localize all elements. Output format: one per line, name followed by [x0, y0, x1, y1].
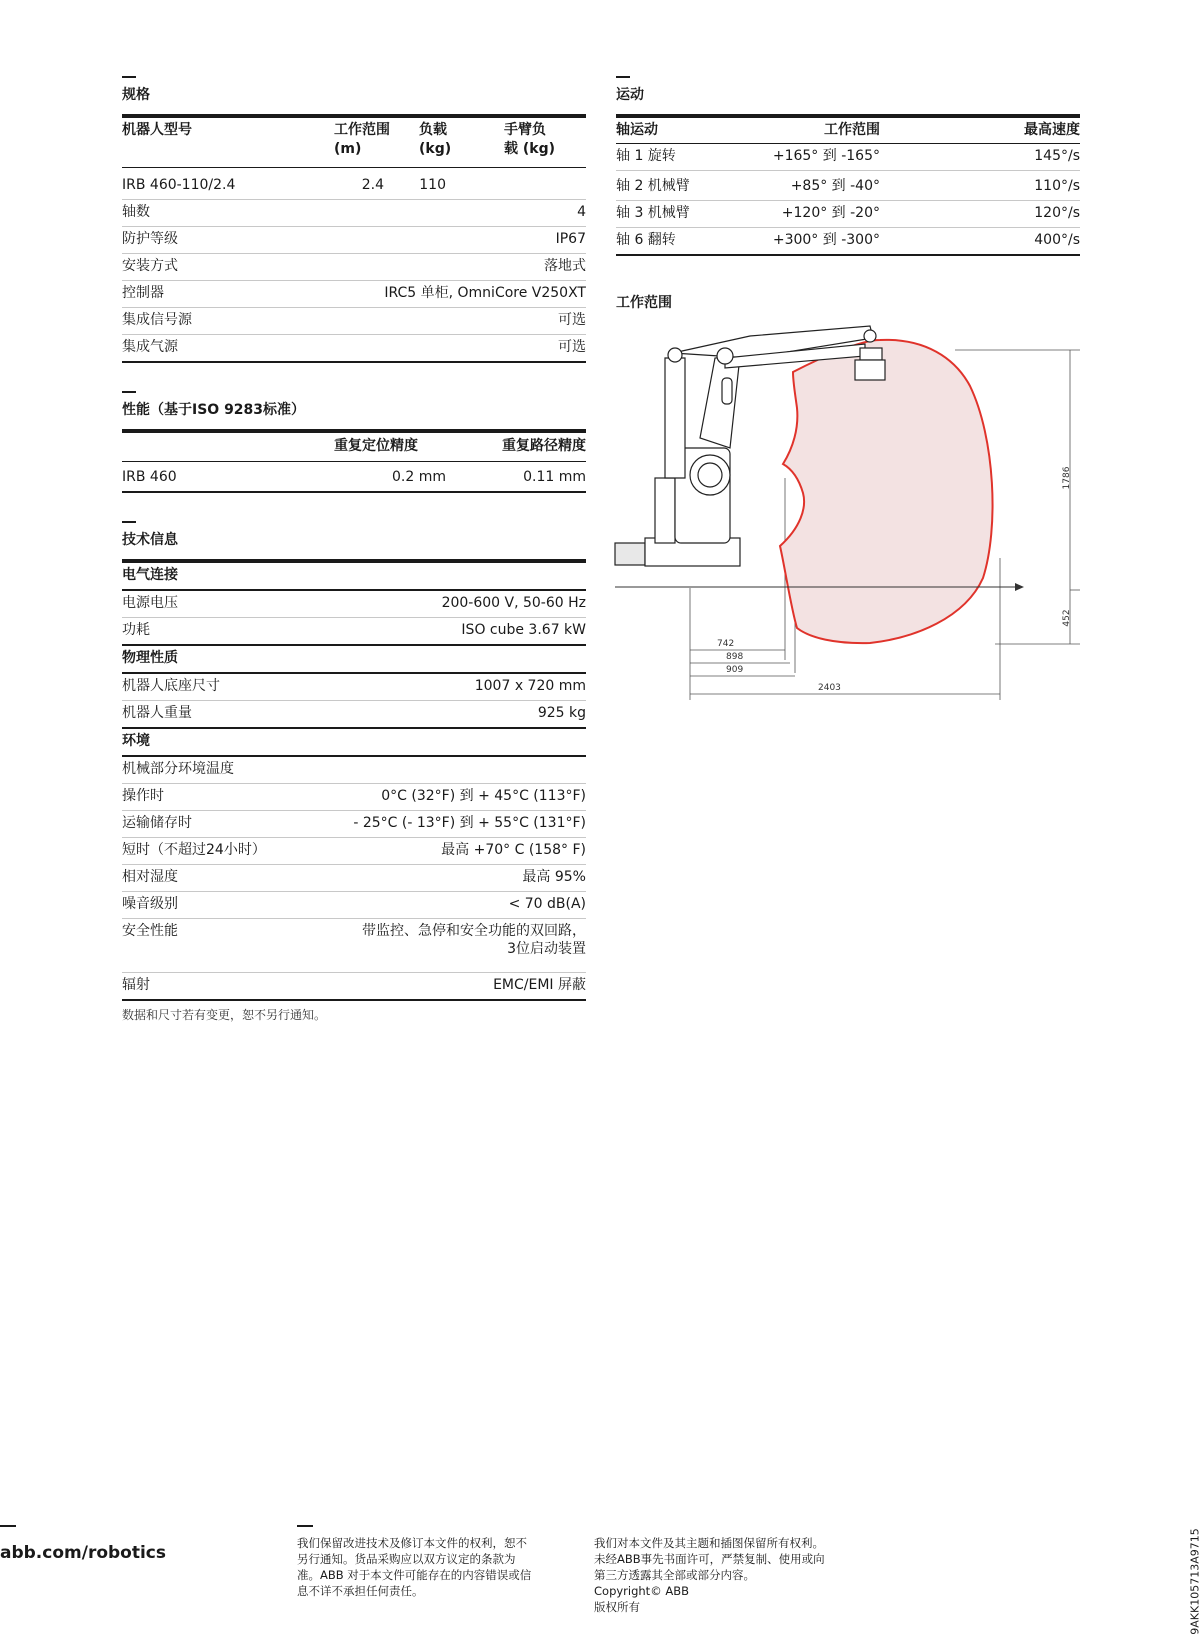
dim-452: 452 — [1062, 609, 1072, 627]
tech-value: 带监控、急停和安全功能的双回路， 3位启动装置 — [362, 923, 586, 957]
tech-value: - 25°C (- 13°F) 到 + 55°C (131°F) — [353, 815, 586, 831]
footer-line: 另行通知。货品采购应以双方议定的条款为 — [297, 1552, 516, 1566]
tech-row — [122, 865, 586, 892]
spec-value: 4 — [577, 204, 586, 220]
footer-line: 我们保留改进技术及修订本文件的权利，恕不 — [297, 1536, 527, 1550]
tech-row — [122, 811, 586, 838]
model-payload: 110 — [419, 177, 446, 193]
motion-header-range: 工作范围 — [824, 122, 880, 138]
tech-label: 操作时 — [122, 788, 164, 804]
motion-row — [616, 144, 1080, 171]
dim-1786: 1786 — [1062, 466, 1072, 490]
spec-row — [122, 227, 586, 254]
header-reach: 工作范围 (m) — [334, 122, 390, 157]
motion-axis: 轴 3 机械臂 — [616, 205, 690, 221]
spec-value: IRC5 单柜, OmniCore V250XT — [384, 285, 586, 301]
footer-text2 — [594, 1525, 825, 1615]
spec-value: 落地式 — [544, 258, 586, 274]
spec-label: 安装方式 — [122, 258, 178, 274]
tech-value: < 70 dB(A) — [508, 896, 586, 912]
motion-speed: 120°/s — [1034, 205, 1080, 221]
tech-row — [122, 784, 586, 811]
performance-header — [122, 433, 586, 462]
tech-label: 相对湿度 — [122, 869, 178, 885]
footer-text1 — [297, 1525, 531, 1599]
spec-label: 防护等级 — [122, 231, 178, 247]
performance-section — [122, 391, 586, 493]
tech-row — [122, 591, 586, 618]
tech-row — [122, 674, 586, 701]
spec-row — [122, 335, 586, 363]
specs-header — [122, 118, 586, 168]
perf-pos: 0.2 mm — [392, 469, 446, 485]
motion-axis: 轴 1 旋转 — [616, 148, 676, 164]
tech-value: ISO cube 3.67 kW — [461, 622, 586, 638]
tech-label: 噪音级别 — [122, 896, 178, 912]
dim-2403: 2403 — [818, 683, 841, 693]
footer — [0, 1525, 1202, 1635]
left-column — [122, 76, 586, 1023]
perf-model: IRB 460 — [122, 469, 177, 485]
spec-row — [122, 281, 586, 308]
tech-label: 机器人底座尺寸 — [122, 678, 220, 694]
motion-speed: 110°/s — [1034, 178, 1080, 194]
tech-label: 运输储存时 — [122, 815, 192, 831]
motion-speed: 145°/s — [1034, 148, 1080, 164]
spec-value: 可选 — [558, 339, 586, 355]
specs-title: 规格 — [122, 87, 150, 103]
dim-742: 742 — [717, 639, 735, 649]
group-electrical: 电气连接 — [122, 563, 586, 591]
work-envelope — [780, 340, 993, 643]
section-dash — [616, 76, 630, 78]
tech-section — [122, 521, 586, 1023]
footer-line: 版权所有 — [594, 1600, 640, 1614]
dim-898: 898 — [726, 652, 744, 662]
footer-line: 准。ABB 对于本文件可能存在的内容错误或信 — [297, 1568, 532, 1582]
tech-row — [122, 973, 586, 1001]
tech-label: 电源电压 — [122, 595, 178, 611]
footer-line: Copyright© ABB — [594, 1584, 689, 1598]
tech-label: 机械部分环境温度 — [122, 761, 234, 777]
performance-title: 性能（基于ISO 9283标准） — [122, 402, 306, 418]
tech-value: EMC/EMI 屏蔽 — [493, 977, 586, 993]
model-reach: 2.4 — [361, 177, 384, 193]
group-environment: 环境 — [122, 727, 586, 757]
footer-line: 未经ABB事先书面许可，严禁复制、使用或向 — [594, 1552, 825, 1566]
tech-label: 机器人重量 — [122, 705, 192, 721]
footer-site[interactable]: abb.com/robotics — [0, 1543, 167, 1563]
perf-header-path: 重复路径精度 — [502, 438, 586, 454]
spec-label: 控制器 — [122, 285, 164, 301]
motion-row — [616, 228, 1080, 256]
tech-label: 辐射 — [122, 977, 150, 993]
tech-value: 0°C (32°F) 到 + 45°C (113°F) — [381, 788, 586, 804]
tech-row — [122, 757, 586, 784]
workrange-title: 工作范围 — [616, 295, 672, 311]
spec-row — [122, 200, 586, 227]
tech-row — [122, 618, 586, 644]
motion-title: 运动 — [616, 87, 644, 103]
tech-value: 最高 95% — [522, 869, 586, 885]
motion-row — [616, 201, 1080, 228]
motion-range: +165° 到 -165° — [772, 148, 880, 164]
spec-label: 轴数 — [122, 204, 150, 220]
tech-label: 功耗 — [122, 622, 150, 638]
tech-label: 安全性能 — [122, 923, 178, 939]
tech-row — [122, 919, 586, 973]
footer-dash — [0, 1525, 16, 1527]
spec-label: 集成气源 — [122, 339, 178, 355]
footer-line: 我们对本文件及其主题和插图保留所有权利。 — [594, 1536, 824, 1550]
motion-range: +85° 到 -40° — [790, 178, 880, 194]
footer-line: 第三方透露其全部或部分内容。 — [594, 1568, 755, 1582]
perf-header-pos: 重复定位精度 — [334, 438, 418, 454]
footer-line: 息不详不承担任何责任。 — [297, 1584, 424, 1598]
perf-header-blank — [122, 437, 334, 455]
motion-range: +300° 到 -300° — [772, 232, 880, 248]
tech-label: 短时（不超过24小时） — [122, 842, 266, 858]
tech-row — [122, 701, 586, 727]
specs-model-row — [122, 168, 586, 200]
motion-row — [616, 171, 1080, 201]
section-dash — [122, 521, 136, 523]
doc-id: 9AKK105713A9715 — [1188, 1528, 1202, 1635]
header-model: 机器人型号 — [122, 122, 192, 138]
footer-site-block — [0, 1525, 166, 1563]
tech-value: 最高 +70° C (158° F) — [441, 842, 586, 858]
header-arm-load: 手臂负 载 (kg) — [504, 122, 556, 157]
performance-row — [122, 462, 586, 493]
motion-range: +120° 到 -20° — [781, 205, 880, 221]
motion-section — [616, 76, 1080, 256]
motion-header-speed: 最高速度 — [1024, 122, 1080, 138]
tech-row — [122, 892, 586, 919]
tech-value: 1007 x 720 mm — [474, 678, 586, 694]
spec-value: IP67 — [555, 231, 586, 247]
section-dash — [122, 391, 136, 393]
motion-axis: 轴 2 机械臂 — [616, 178, 690, 194]
model-name: IRB 460-110/2.4 — [122, 177, 236, 193]
workrange-section — [616, 294, 1080, 312]
tech-row — [122, 838, 586, 865]
motion-speed: 400°/s — [1034, 232, 1080, 248]
spec-label: 集成信号源 — [122, 312, 192, 328]
specs-section — [122, 76, 586, 363]
dim-909: 909 — [726, 665, 744, 675]
section-dash — [122, 76, 136, 78]
spec-row — [122, 254, 586, 281]
motion-header-axis: 轴运动 — [616, 122, 658, 138]
footer-dash — [297, 1525, 313, 1527]
tech-note: 数据和尺寸若有变更，恕不另行通知。 — [122, 1008, 327, 1022]
tech-title: 技术信息 — [122, 532, 178, 548]
motion-header — [616, 118, 1080, 144]
spec-row — [122, 308, 586, 335]
work-range-diagram — [615, 328, 1085, 708]
tech-value: 200-600 V, 50-60 Hz — [441, 595, 586, 611]
perf-path: 0.11 mm — [523, 469, 586, 485]
tech-value: 925 kg — [537, 705, 586, 721]
spec-value: 可选 — [558, 312, 586, 328]
group-physical: 物理性质 — [122, 644, 586, 674]
header-payload: 负载 (kg) — [419, 122, 452, 157]
motion-axis: 轴 6 翻转 — [616, 232, 676, 248]
arrow-icon — [1015, 583, 1024, 591]
right-column — [616, 76, 1080, 312]
